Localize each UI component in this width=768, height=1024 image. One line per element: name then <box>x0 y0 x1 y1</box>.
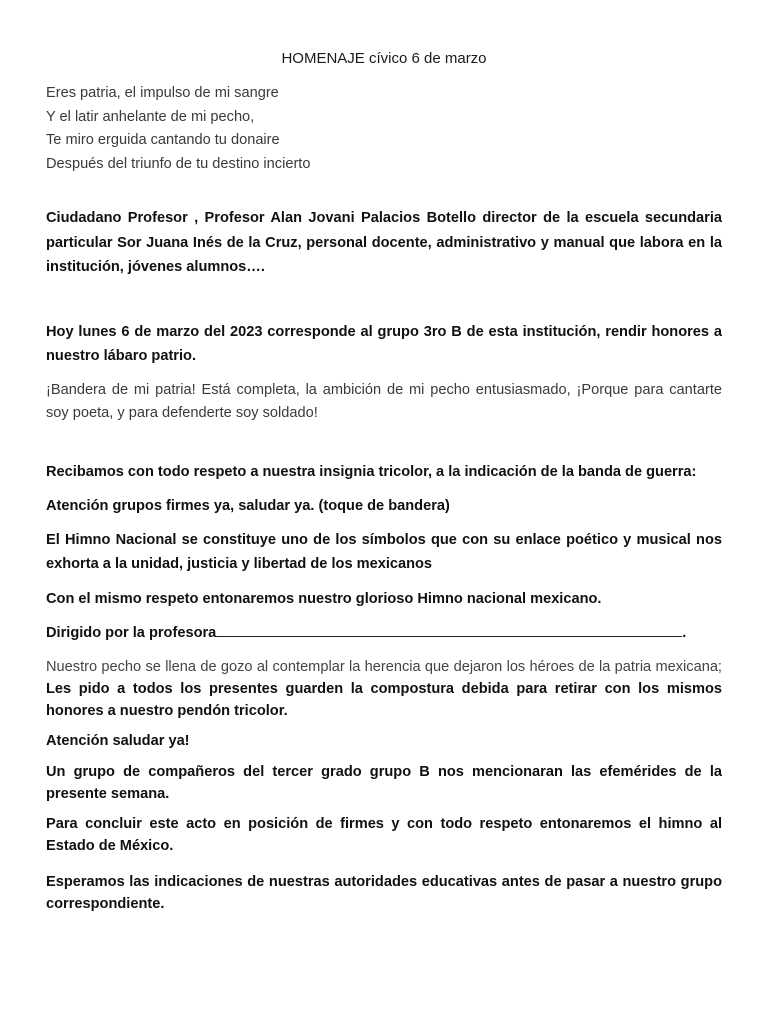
ephemeris-paragraph <box>46 761 722 805</box>
receive-text: Recibamos con todo respeto a nuestra insignia tricolor, a la indicación de la banda de guerra: <box>46 464 697 480</box>
ephemeris-text: Un grupo de compañeros del tercer grado grupo B nos mencionaran las efemérides de la presente semana. <box>46 764 722 802</box>
poem-line: Después del triunfo de tu destino incierto <box>46 155 311 172</box>
conductor-name-blank <box>216 622 682 637</box>
anthem-intro-paragraph <box>46 588 722 612</box>
conclude-paragraph <box>46 813 722 857</box>
today-text: Hoy lunes 6 de marzo del 2023 corresponde al grupo 3ro B de esta institución, rendir honores a nuestro lábaro patrio. <box>46 324 722 364</box>
poem-line: Te miro erguida cantando tu donaire <box>46 132 280 148</box>
page-title: HOMENAJE cívico 6 de marzo <box>281 50 487 67</box>
greeting-text: Ciudadano Profesor , Profesor Alan Jovani Palacios Botello director de la escuela secundaria particular Sor Juana Inés de la Cruz, personal docente, administrativo y manual que labora en la institución, jóvenes alumnos…. <box>46 210 722 275</box>
opening-poem <box>46 82 722 176</box>
today-paragraph <box>46 321 722 368</box>
anthem-desc-paragraph <box>46 529 722 576</box>
awaiting-text: Esperamos las indicaciones de nuestras autoridades educativas antes de pasar a nuestro grupo correspondiente. <box>46 874 722 912</box>
directed-line <box>46 622 722 646</box>
anthem-intro-text: Con el mismo respeto entonaremos nuestro glorioso Himno nacional mexicano. <box>46 591 602 607</box>
greeting-paragraph <box>46 206 722 280</box>
attention-salute-text: Atención saludar ya! <box>46 733 190 749</box>
attention-salute-paragraph <box>46 730 722 754</box>
awaiting-paragraph <box>46 871 722 915</box>
directed-paragraph <box>46 622 722 646</box>
poem-line: Eres patria, el impulso de mi sangre <box>46 85 279 101</box>
chest-text-part2: Les pido a todos los presentes guarden la compostura debida para retirar con los mismos honores a nuestro pendón tricolor. <box>46 681 722 719</box>
flag-verse-text: ¡Bandera de mi patria! Está completa, la ambición de mi pecho entusiasmado, ¡Porque para cantarte soy poeta, y para defenderte soy soldado! <box>46 382 722 421</box>
receive-paragraph <box>46 461 722 485</box>
attention-firm-paragraph <box>46 495 722 519</box>
directed-end: . <box>682 625 687 641</box>
chest-text <box>46 656 722 722</box>
anthem-desc-text: El Himno Nacional se constituye uno de los símbolos que con su enlace poético y musical nos exhorta a la unidad, justicia y libertad de los mexicanos <box>46 532 722 572</box>
chest-paragraph <box>46 656 722 722</box>
chest-text-part1: Nuestro pecho se llena de gozo al contemplar la herencia que dejaron los héroes de la patria mexicana; <box>46 659 722 675</box>
conclude-text: Para concluir este acto en posición de firmes y con todo respeto entonaremos el himno al Estado de México. <box>46 816 722 854</box>
attention-firm-text: Atención grupos firmes ya, saludar ya. (toque de bandera) <box>46 498 450 514</box>
poem-line: Y el latir anhelante de mi pecho, <box>46 108 255 125</box>
flag-verse-paragraph <box>46 379 722 424</box>
directed-label: Dirigido por la profesora <box>46 625 217 641</box>
